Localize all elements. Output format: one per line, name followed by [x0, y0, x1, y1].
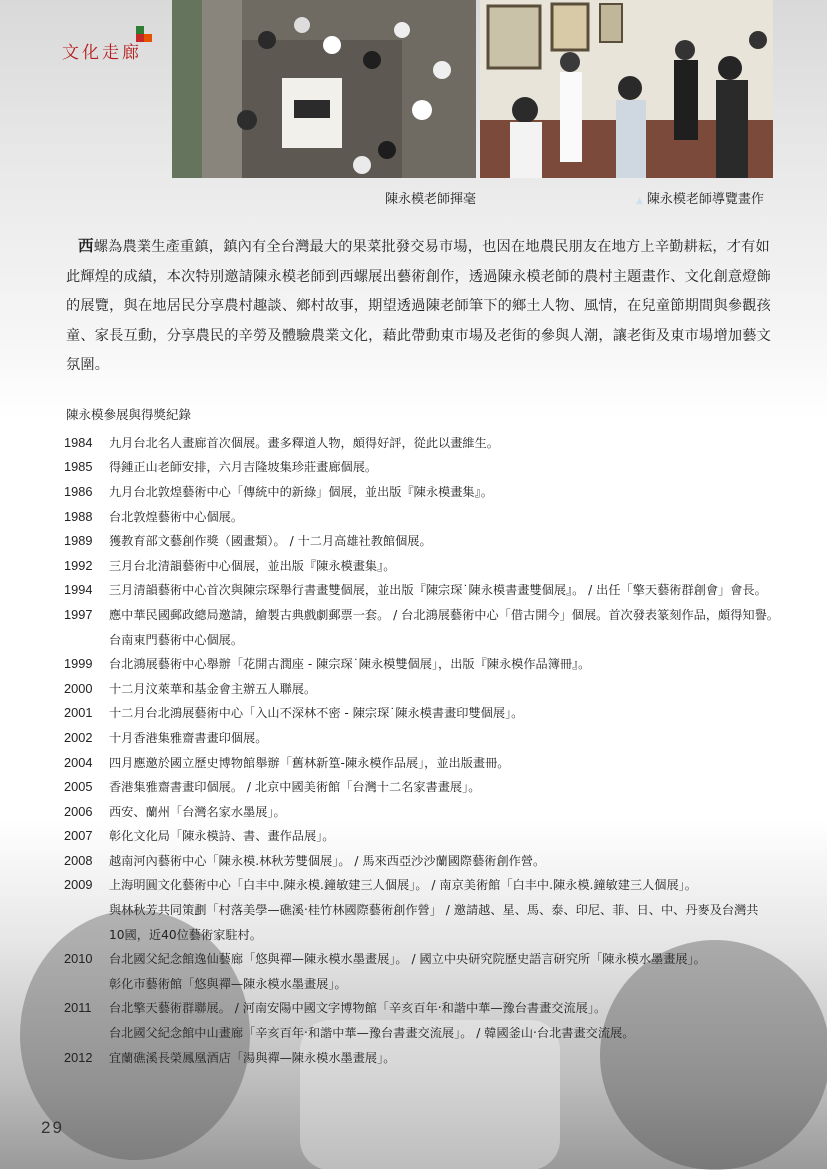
record-row [64, 430, 804, 455]
record-row [64, 799, 804, 824]
record-year: 1989 [64, 533, 93, 549]
record-year: 2006 [64, 803, 93, 819]
photo-caption-calligraphy: 陳永模老師揮毫 [385, 192, 477, 207]
record-text: 三月清韻藝術中心首次與陳宗琛舉行書畫雙個展，並出版『陳宗琛˙陳永模書畫雙個展』。 / 出任「擎天藝術群創會」會長。 [109, 583, 767, 598]
record-text: 台北擎天藝術群聯展。 / 河南安陽中國文字博物館「辛亥百年‧和諧中華—豫台書畫交流展」。 [109, 1001, 607, 1016]
record-row [64, 1045, 804, 1070]
record-year: 1985 [64, 459, 93, 475]
record-row [64, 676, 804, 701]
record-year: 1992 [64, 557, 93, 573]
record-row [64, 971, 804, 996]
record-row [64, 701, 804, 726]
records-list [64, 430, 804, 1069]
record-row [64, 553, 804, 578]
record-row [64, 922, 804, 947]
record-year: 1994 [64, 582, 93, 598]
record-row [64, 996, 804, 1021]
record-text: 台北國父紀念館中山畫廊「辛亥百年‧和諧中華—豫台書畫交流展」。 / 韓國釜山‧台北書畫交流展。 [109, 1026, 635, 1041]
record-year: 2005 [64, 779, 93, 795]
record-year: 1984 [64, 434, 93, 450]
record-year: 2011 [64, 1000, 92, 1016]
record-text: 10國，近40位藝術家駐村。 [109, 927, 262, 942]
record-row [64, 824, 804, 849]
intro-text: 螺為農業生產重鎮，鎮內有全台灣最大的果菜批發交易市場，也因在地農民朋友在地方上辛勤耕耘，才有如此輝煌的成績，本次特別邀請陳永模老師到西螺展出藝術創作，透過陳永模老師的農村主題畫作、文化創意燈飾的展覽，與在地居民分享農村趣談、鄉村故事，期望透過陳老師筆下的鄉土人物、風情，在兒童節期間與參觀孩童、家長互動，分享農民的辛勞及體驗農業文化，藉此帶動東市場及老街的參與人潮，讓老街及東市場增加藝文氛圍。 [66, 239, 771, 373]
record-text: 十月香港集雅齋書畫印個展。 [109, 730, 268, 745]
record-text: 九月台北名人畫廊首次個展。畫多釋道人物，頗得好評，從此以畫維生。 [109, 435, 499, 450]
record-text: 彰化市藝術館「悠與禪—陳永模水墨畫展」。 [109, 976, 347, 991]
record-row [64, 602, 804, 627]
caption-bullet-icon: ▲ [636, 196, 643, 206]
record-year: 1988 [64, 508, 93, 524]
record-text: 台北鴻展藝術中心舉辦「花開古潤座 - 陳宗琛˙陳永模雙個展」，出版『陳永模作品簿冊』。 [109, 657, 591, 672]
record-year: 2008 [64, 852, 93, 868]
record-text: 台北國父紀念館逸仙藝廊「悠與禪—陳永模水墨畫展」。 / 國立中央研究院歷史語言研究所「陳永模水墨畫展」。 [109, 952, 706, 967]
record-row [64, 455, 804, 480]
record-row [64, 725, 804, 750]
record-row [64, 897, 804, 922]
record-text: 台南東門藝術中心個展。 [109, 632, 244, 647]
record-text: 香港集雅齋書畫印個展。 / 北京中國美術館「台灣十二名家書畫展」。 [109, 780, 481, 795]
intro-paragraph [66, 232, 778, 381]
photo-caption-guided-tour [636, 188, 764, 207]
record-year: 2000 [64, 680, 93, 696]
section-logo-icon [136, 26, 154, 44]
record-row [64, 504, 804, 529]
section-title: 文化走廊 [62, 43, 142, 63]
record-row [64, 946, 804, 971]
record-text: 得鍾正山老師安排，六月吉隆坡集珍莊畫廊個展。 [109, 460, 378, 475]
record-row [64, 479, 804, 504]
record-text: 彰化文化局「陳永模詩、書、畫作品展」。 [109, 829, 335, 844]
record-year: 2007 [64, 828, 93, 844]
record-year: 2001 [64, 705, 93, 721]
record-text: 宜蘭礁溪長榮鳳凰酒店「湯與禪—陳永模水墨畫展」。 [109, 1050, 396, 1065]
record-text: 十二月汶萊華和基金會主辦五人聯展。 [109, 681, 317, 696]
record-text: 九月台北敦煌藝術中心「傳統中的新綠」個展，並出版『陳永模畫集』。 [109, 484, 493, 499]
record-year: 1986 [64, 483, 93, 499]
record-year: 2012 [64, 1049, 93, 1065]
photo-guided-tour [480, 0, 773, 178]
records-title: 陳永模參展與得獎紀錄 [66, 407, 192, 422]
record-text: 獲教育部文藝創作獎（國畫類）。 / 十二月高雄社教館個展。 [109, 534, 432, 549]
record-text: 西安、蘭州「台灣名家水墨展」。 [109, 804, 286, 819]
intro-dropcap: 西 [78, 237, 94, 255]
record-text: 上海明圓文化藝術中心「白丰中.陳永模.鐘敏建三人個展」。 / 南京美術館「白丰中.陳永模.鐘敏建三人個展」。 [109, 878, 697, 893]
record-row [64, 1020, 804, 1045]
record-year: 2004 [64, 754, 93, 770]
record-year: 1997 [64, 606, 93, 622]
record-row [64, 873, 804, 898]
record-text: 十二月台北鴻展藝術中心「入山不深林不密 - 陳宗琛˙陳永模書畫印雙個展」。 [109, 706, 524, 721]
photo-caption-text: 陳永模老師導覽畫作 [646, 192, 764, 207]
record-text: 越南河內藝術中心「陳永模.林秋芳雙個展」。 / 馬來西亞沙沙蘭國際藝術創作營。 [109, 853, 546, 868]
record-row [64, 848, 804, 873]
record-year: 2002 [64, 729, 93, 745]
record-row [64, 627, 804, 652]
record-row [64, 750, 804, 775]
record-row [64, 651, 804, 676]
record-text: 三月台北清韻藝術中心個展，並出版『陳永模畫集』。 [109, 558, 396, 573]
record-year: 1999 [64, 656, 93, 672]
record-text: 與林秋芳共同策劃「村落美學—礁溪‧桂竹林國際藝術創作營」 / 邀請越、星、馬、泰、印尼、菲、日、中、丹麥及台灣共 [109, 903, 759, 918]
record-text: 應中華民國郵政總局邀請，繪製古典戲劇郵票一套。 / 台北鴻展藝術中心「借古開今」個展。首次發表篆刻作品，頗得知譽。 [109, 607, 779, 622]
photo-calligraphy [172, 0, 476, 178]
record-row [64, 528, 804, 553]
record-row [64, 578, 804, 603]
record-text: 四月應邀於國立歷史博物館舉辦「舊林新篁-陳永模作品展」，並出版畫冊。 [109, 755, 510, 770]
record-row [64, 774, 804, 799]
record-year: 2009 [64, 877, 93, 893]
record-year: 2010 [64, 951, 93, 967]
page-number: 29 [41, 1118, 64, 1137]
record-text: 台北敦煌藝術中心個展。 [109, 509, 244, 524]
